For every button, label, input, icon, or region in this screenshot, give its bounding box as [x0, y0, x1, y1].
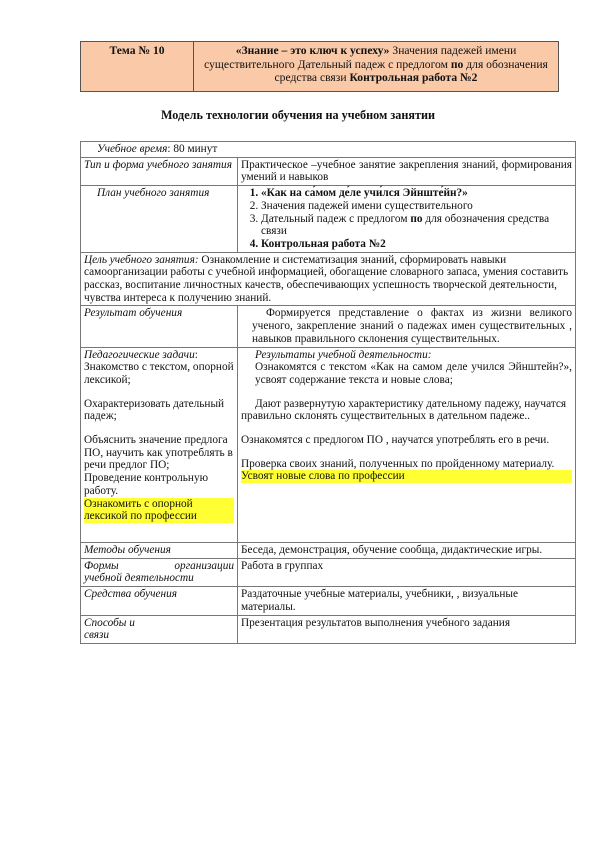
ped-task-5-highlighted: Ознакомить с опорной лексикой по профессии — [84, 498, 234, 523]
ways-label — [81, 615, 238, 643]
forms-label-3: учебной деятельности — [84, 572, 194, 585]
res-item-3: Ознакомятся с предлогом ПО , научатся употреблять его в речи. — [241, 434, 550, 447]
res-item-2: Дают развернутую характеристику дательному падежу, научатся правильно склонять существительных в дательном падеже.. — [241, 397, 567, 423]
topic-text-2: для обозначения средства связи — [274, 57, 548, 84]
topic-header-table — [80, 41, 559, 92]
means-row — [81, 587, 576, 615]
result-cell — [238, 306, 576, 347]
ped-heading — [84, 349, 234, 362]
document-title: Модель технологии обучения на учебном занятии — [160, 108, 436, 122]
plan-item-2: 2. Значения падежей имени существительного — [261, 200, 572, 213]
means-label: Средства обучения — [81, 587, 238, 615]
plan-item-3-po: по — [410, 212, 423, 225]
type-value: Практическое –учебное занятие закрепления знаний, формирования умений и навыков — [238, 157, 576, 185]
ways-row — [81, 615, 576, 643]
goal-label: Цель учебного занятия: — [84, 253, 199, 266]
plan-item-4: 4. Контрольная работа №2 — [261, 238, 572, 251]
ped-task-1: Знакомство с текстом, опорной лексикой; — [84, 361, 234, 386]
plan-row — [81, 186, 576, 253]
ped-label: Педагогические задачи — [84, 348, 195, 361]
methods-label: Методы обучения — [81, 542, 238, 558]
plan-list — [241, 187, 572, 251]
res-item-1: Ознакомятся с текстом «Как на самом деле учился Эйнштейн?», усвоят содержание текста и новые слова; — [255, 361, 572, 386]
means-value: Раздаточные учебные материалы, учебники, , визуальные материалы. — [238, 587, 576, 615]
res-act-label: Результаты учебной деятельности: — [255, 348, 432, 361]
res-item-4: Проверка своих знаний, полученных по пройденному материалу. — [241, 457, 555, 470]
forms-label-2: организации — [174, 559, 234, 572]
time-row — [81, 142, 576, 158]
activity-results-cell — [238, 347, 576, 542]
forms-row — [81, 558, 576, 586]
forms-label-line — [84, 560, 234, 573]
time-label: Учебное время — [97, 143, 168, 155]
plan-cell — [238, 186, 576, 253]
goal-row — [81, 252, 576, 306]
time-cell — [81, 142, 576, 158]
plan-label: План учебного занятия — [81, 186, 238, 253]
topic-number-cell: Тема № 10 — [81, 42, 194, 92]
topic-text-po: по — [450, 57, 464, 71]
type-label: Тип и форма учебного занятия — [81, 157, 238, 185]
topic-test: Контрольная работа №2 — [349, 71, 478, 84]
ped-task-2: Охарактеризовать дательный падеж; — [84, 397, 225, 423]
type-row — [81, 157, 576, 185]
ways-label-2: связи — [84, 629, 110, 642]
ways-value: Презентация результатов выполнения учебного задания — [238, 615, 576, 643]
tasks-row — [81, 347, 576, 542]
plan-item-3 — [261, 213, 572, 238]
res-item-5-highlighted: Усвоят новые слова по профессии — [241, 470, 572, 483]
time-value: : 80 минут — [167, 143, 218, 155]
plan-item-1: 1. «Как на са́мом де́ле учи́лся Эйнште́йн?» — [261, 187, 572, 200]
plan-item-3-text: Дательный падеж с предлогом — [261, 212, 411, 225]
goal-cell — [81, 252, 576, 306]
ped-task-4: Проведение контрольную работу. — [84, 472, 209, 497]
ways-label-1: Способы и — [84, 616, 135, 629]
result-row — [81, 306, 576, 347]
topic-title-bold: «Знание – это ключ к успеху» — [235, 44, 390, 57]
methods-row — [81, 542, 576, 558]
result-label: Результат обучения — [81, 306, 238, 347]
result-text: Формируется представление о фактах из жизни великого ученого, закрепление знаний о падежах имен существительных , навыков правильного склонения существительных. — [252, 307, 572, 345]
topic-text-1: Значения падежей имени существительного Дательный падеж с предлогом — [204, 44, 517, 71]
lesson-model-table — [80, 141, 576, 644]
forms-label-1: Формы — [84, 559, 119, 572]
forms-value: Работа в группах — [238, 558, 576, 586]
forms-label — [81, 558, 238, 586]
ped-colon: : — [194, 348, 198, 361]
topic-title-cell — [194, 42, 559, 92]
plan-item-3-tail: для обозначения средства связи — [261, 212, 550, 238]
goal-text: Ознакомление и систематизация знаний, сформировать навыки самоорганизации работы с учебной информацией, обогащение словарного запаса, умения составить рассказ, воспитание личностных качеств, обеспечивающих успешность творческой деятельности, чувства интереса к получению знаний. — [84, 253, 569, 304]
ped-task-3: Объяснить значение предлога ПО, научить как употреблять в речи предлог ПО; — [84, 434, 233, 472]
methods-value: Беседа, демонстрация, обучение сообща, дидактические игры. — [238, 542, 576, 558]
pedagogical-tasks-cell — [81, 347, 238, 542]
